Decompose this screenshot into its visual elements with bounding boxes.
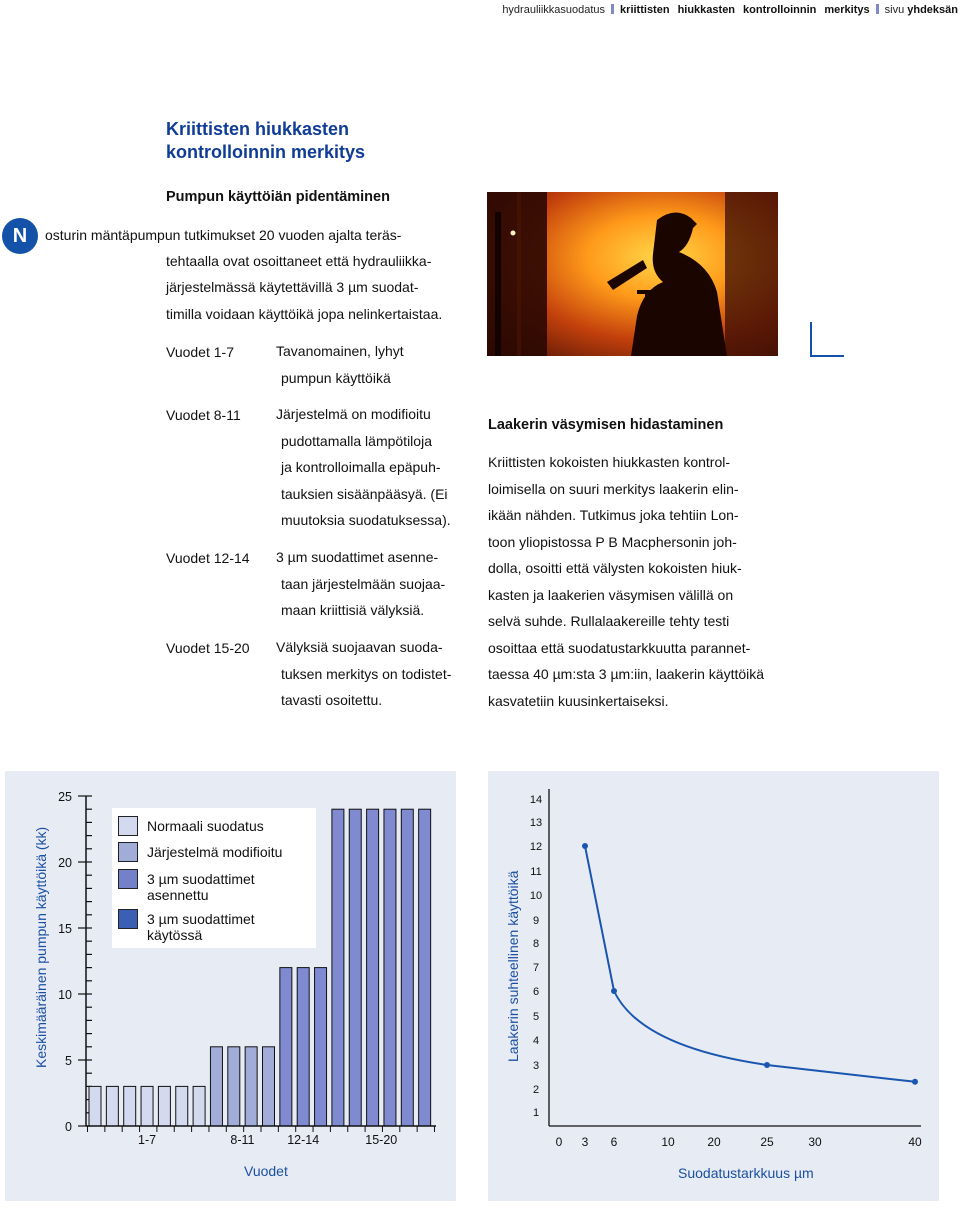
y-tick-label: 1: [532, 1107, 540, 1119]
period-desc-1-line: pumpun käyttöikä: [281, 369, 391, 386]
bearing-line: loimisella on suuri merkitys laakerin elin-: [488, 480, 739, 497]
intro-line-3: järjestelmässä käytettävillä 3 µm suodat-: [166, 279, 419, 295]
period-label-2: Vuodet 8-11: [166, 407, 241, 423]
x-tick-label: 20: [707, 1135, 721, 1149]
y-tick-label: 2: [532, 1084, 540, 1096]
bar: [297, 968, 309, 1126]
bearing-line: kasten ja laakerien väsymisen välillä on: [488, 586, 734, 603]
period-desc-4-line: tuksen merkitys on todistet-: [281, 665, 452, 682]
header-part-1: hydrauliikkasuodatus: [502, 4, 606, 16]
y-tick-label: 13: [529, 817, 543, 829]
x-tick-label: 3: [581, 1135, 589, 1149]
steelworker-photo: [487, 192, 778, 356]
y-tick-label: 0: [65, 1120, 72, 1134]
bar: [193, 1086, 205, 1126]
bearing-line: toon yliopistossa P B Macphersonin joh-: [488, 533, 737, 550]
bar: [176, 1086, 188, 1126]
y-tick-label: 9: [532, 915, 540, 927]
bearing-line: kasvatetiin kuusinkertaiseksi.: [488, 692, 669, 709]
legend-swatch: [118, 816, 138, 836]
period-desc-2-line: tauksien sisäänpääsyä. (Ei: [281, 485, 448, 502]
section-heading-bearing: Laakerin väsymisen hidastaminen: [488, 417, 724, 433]
bearing-line: Kriittisten kokoisten hiukkasten kontrol-: [488, 454, 730, 470]
y-tick-label: 7: [532, 962, 540, 974]
y-tick-label: 8: [532, 938, 540, 950]
bearing-chart-y-title: Laakerin suhteellinen käyttöikä: [505, 870, 521, 1062]
page-title-line-2: kontrolloinnin merkitys: [166, 142, 366, 162]
bar: [367, 809, 379, 1126]
x-tick-label: 40: [908, 1135, 922, 1149]
bearing-paragraph: [488, 449, 798, 714]
corner-mark: [810, 322, 844, 357]
bearing-line: dolla, osoitti että välysten kokoisten hiuk-: [488, 560, 742, 576]
bar: [263, 1047, 275, 1126]
bearing-line: ikään nähden. Tutkimus joka tehtiin Lon-: [488, 507, 739, 523]
pump-chart-y-title: Keskimääräinen pumpun käyttöikä (kk): [33, 826, 49, 1068]
y-tick-label: 11: [530, 866, 542, 878]
y-tick-label: 12: [529, 841, 543, 853]
y-tick-label: 14: [529, 794, 543, 806]
data-point: [582, 843, 588, 849]
period-desc-3-line: 3 µm suodattimet asenne-: [276, 549, 439, 565]
period-label-3: Vuodet 12-14: [166, 550, 250, 566]
period-desc-1-line: Tavanomainen, lyhyt: [276, 343, 404, 359]
legend-label: Järjestelmä modifioitu: [147, 844, 283, 860]
header-separator: [876, 4, 879, 14]
period-desc-2-line: Järjestelmä on modifioitu: [276, 406, 431, 422]
bar: [106, 1086, 118, 1126]
bar: [280, 968, 292, 1126]
y-tick-label: 6: [532, 986, 540, 998]
series-line: [585, 846, 915, 1082]
bar: [158, 1086, 170, 1126]
header-part-5: merkitys: [824, 4, 870, 16]
period-desc-4: [276, 634, 451, 714]
intro-line-2: tehtaalla ovat osoittaneet että hydrauliikka-: [166, 253, 432, 269]
period-desc-2-line: muutoksia suodatuksessa).: [281, 512, 451, 528]
intro-line-1: osturin mäntäpumpun tutkimukset 20 vuoden ajalta teräs-: [45, 227, 402, 243]
period-desc-2: [276, 401, 451, 534]
bar: [419, 809, 431, 1126]
header-part-4: kontrolloinnin: [743, 4, 817, 16]
x-category-label: 12-14: [287, 1133, 320, 1147]
bar: [315, 968, 327, 1126]
period-desc-4-line: tavasti osoitettu.: [281, 692, 383, 708]
legend-label: 3 µm suodattimet käytössä: [147, 911, 255, 943]
y-tick-label: 10: [529, 890, 543, 902]
x-category-label: 8-11: [230, 1133, 255, 1147]
y-tick-label: 20: [58, 856, 72, 870]
x-tick-label: 0: [555, 1135, 563, 1149]
x-category-label: 15-20: [365, 1133, 398, 1147]
y-tick-label: 10: [58, 988, 72, 1002]
bar: [124, 1086, 136, 1126]
period-desc-3-line: maan kriittisiä välyksiä.: [281, 602, 425, 618]
header-part-2: kriittisten: [620, 4, 670, 16]
bar: [245, 1047, 257, 1126]
steelworker-silhouette: [487, 192, 778, 356]
period-label-1: Vuodet 1-7: [166, 344, 234, 360]
bar: [141, 1086, 153, 1126]
data-point: [764, 1062, 770, 1068]
data-point: [611, 988, 617, 994]
header-part-7: yhdeksän: [907, 4, 958, 16]
bar: [210, 1047, 222, 1126]
header-part-3: hiukkasten: [677, 4, 736, 16]
bar: [332, 809, 344, 1126]
bar: [228, 1047, 240, 1126]
period-desc-4-line: Välyksiä suojaavan suoda-: [276, 639, 443, 655]
x-tick-label: 6: [610, 1135, 618, 1149]
period-desc-1: [276, 338, 404, 391]
x-category-label: 1-7: [138, 1133, 157, 1147]
bearing-line: selvä suhde. Rullalaakereille tehty testi: [488, 613, 730, 629]
period-desc-2-line: ja kontrolloimalla epäpuh-: [281, 459, 441, 475]
bar: [401, 809, 413, 1126]
x-tick-label: 30: [808, 1135, 822, 1149]
header-part-6: sivu: [884, 4, 905, 16]
legend-swatch: [118, 869, 138, 889]
legend-swatch: [118, 909, 138, 929]
period-desc-3-line: taan järjestelmään suojaa-: [281, 575, 446, 592]
bearing-chart-x-title: Suodatustarkkuus µm: [678, 1165, 814, 1181]
page-title-line-1: Kriittisten hiukkasten: [166, 119, 350, 139]
legend-label: 3 µm suodattimet asennettu: [147, 871, 255, 903]
period-desc-3: [276, 544, 445, 624]
bar: [349, 809, 361, 1126]
period-label-4: Vuodet 15-20: [166, 640, 250, 656]
bar: [384, 809, 396, 1126]
y-tick-label: 5: [532, 1011, 540, 1023]
pump-chart-legend: [112, 808, 316, 948]
bar: [89, 1086, 101, 1126]
legend-swatch: [118, 842, 138, 862]
running-header: [502, 4, 958, 16]
period-desc-2-line: pudottamalla lämpötiloja: [281, 432, 432, 449]
bearing-line: taessa 40 µm:sta 3 µm:iin, laakerin käyttöikä: [488, 666, 765, 682]
pump-chart-x-title: Vuodet: [244, 1163, 288, 1179]
legend-label: Normaali suodatus: [147, 818, 264, 834]
y-tick-label: 4: [532, 1035, 540, 1047]
drop-cap: N: [2, 218, 38, 254]
page-title: [166, 118, 365, 164]
bearing-line: osoittaa että suodatustarkkuutta parannet-: [488, 639, 751, 656]
x-tick-label: 25: [760, 1135, 774, 1149]
data-point: [912, 1079, 918, 1085]
header-separator: [611, 4, 614, 14]
section-heading-pump: Pumpun käyttöiän pidentäminen: [166, 189, 390, 205]
bearing-life-line-chart: [488, 771, 939, 1201]
y-tick-label: 15: [58, 922, 72, 936]
y-tick-label: 3: [532, 1060, 540, 1072]
intro-line-4: timilla voidaan käyttöikä jopa nelinkertaistaa.: [166, 306, 443, 322]
y-tick-label: 25: [58, 790, 72, 804]
x-tick-label: 10: [661, 1135, 675, 1149]
y-tick-label: 5: [65, 1054, 72, 1068]
